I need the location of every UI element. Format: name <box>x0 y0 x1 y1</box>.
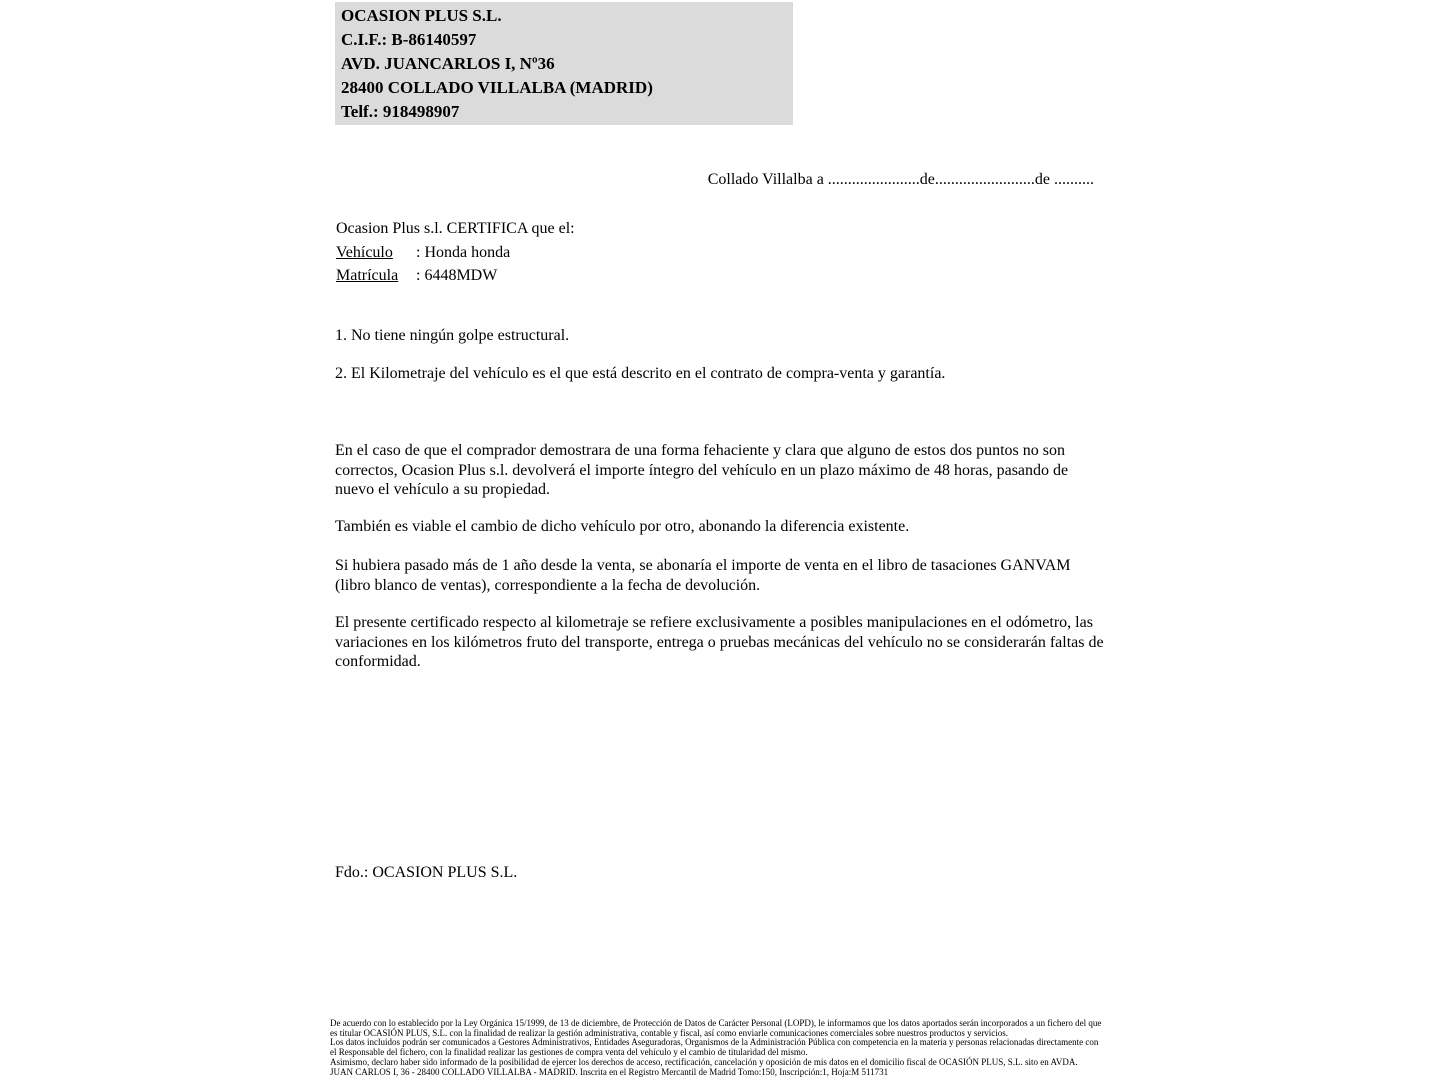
signature-line: Fdo.: OCASION PLUS S.L. <box>335 864 518 881</box>
legal-footer <box>330 1019 1102 1077</box>
company-header-box <box>335 2 793 125</box>
paragraph-odometer: El presente certificado respecto al kilometraje se refiere exclusivamente a posibles manipulaciones en el odómetro, las variaciones en los kilómetros fruto del transporte, entrega o pruebas mecánicas del vehículo no se considerarán faltas de conformidad. <box>335 614 1104 670</box>
legal-paragraph-lopd: De acuerdo con lo establecido por la Ley Orgánica 15/1999, de 13 de diciembre, de Protección de Datos de Carácter Personal (LOPD), le informamos que los datos aportados serán incorporados a un fichero del que es titular OCASIÓN PLUS, S.L. con la finalidad de realizar la gestión administrativa, contable y fiscal, así como enviarle comunicaciones comerciales sobre nuestros productos y servicios. <box>330 1018 1102 1038</box>
company-cif: C.I.F.: B-86140597 <box>341 30 477 49</box>
plate-line <box>336 264 575 288</box>
company-address: AVD. JUANCARLOS I, Nº36 <box>341 54 555 73</box>
plate-label: Matrícula <box>336 267 399 284</box>
certify-block <box>336 217 575 288</box>
paragraph-refund: En el caso de que el comprador demostrara de una forma fehaciente y clara que alguno de estos dos puntos no son correctos, Ocasion Plus s.l. devolverá el importe íntegro del vehículo en un plazo máximo de 48 horas, pasando de nuevo el vehículo a su propiedad. <box>335 442 1069 498</box>
date-line: Collado Villalba a .......................de.........................de .......... <box>707 171 1094 188</box>
paragraph-ganvam: Si hubiera pasado más de 1 año desde la venta, se abonaría el importe de venta en el libro de tasaciones GANVAM (libro blanco de ventas), correspondiente a la fecha de devolución. <box>335 557 1071 594</box>
point-no-structural-damage: 1. No tiene ningún golpe estructural. <box>335 327 570 344</box>
company-city: 28400 COLLADO VILLALBA (MADRID) <box>341 78 653 97</box>
plate-value: : 6448MDW <box>416 267 498 284</box>
certify-intro: Ocasion Plus s.l. CERTIFICA que el: <box>336 220 575 237</box>
vehicle-label-cell <box>336 241 416 265</box>
vehicle-line <box>336 241 575 265</box>
vehicle-value: : Honda honda <box>416 243 511 261</box>
company-phone: Telf.: 918498907 <box>341 102 460 121</box>
company-name: OCASION PLUS S.L. <box>341 6 502 25</box>
vehicle-label: Vehículo <box>336 243 393 261</box>
legal-paragraph-rights: Asimismo, declaro haber sido informado de la posibilidad de ejercer los derechos de acceso, rectificación, cancelación y oposición de mis datos en el domicilio fiscal de OCASIÓN PLUS, S.L. sito en AVDA. JUAN CARLOS I, 36 - 28400 COLLADO VILLALBA - MADRID. Inscrita en el Registro Mercantil de Madrid Tomo:150, Inscripción:1, Hoja:M 511731 <box>330 1056 1078 1077</box>
paragraph-exchange: También es viable el cambio de dicho vehículo por otro, abonando la diferencia existente. <box>335 518 910 535</box>
point-mileage: 2. El Kilometraje del vehículo es el que está descrito en el contrato de compra-venta y garantía. <box>335 365 946 382</box>
plate-label-cell <box>336 264 416 288</box>
legal-paragraph-data-sharing: Los datos incluidos podrán ser comunicados a Gestores Administrativos, Entidades Aseguradoras, Organismos de la Administración Pública con competencia en la materia y personas relacionadas directamente con el Responsable del fichero, con la finalidad realizar las gestiones de compra venta del vehículo y el cambio de titularidad del mismo. <box>330 1037 1099 1058</box>
